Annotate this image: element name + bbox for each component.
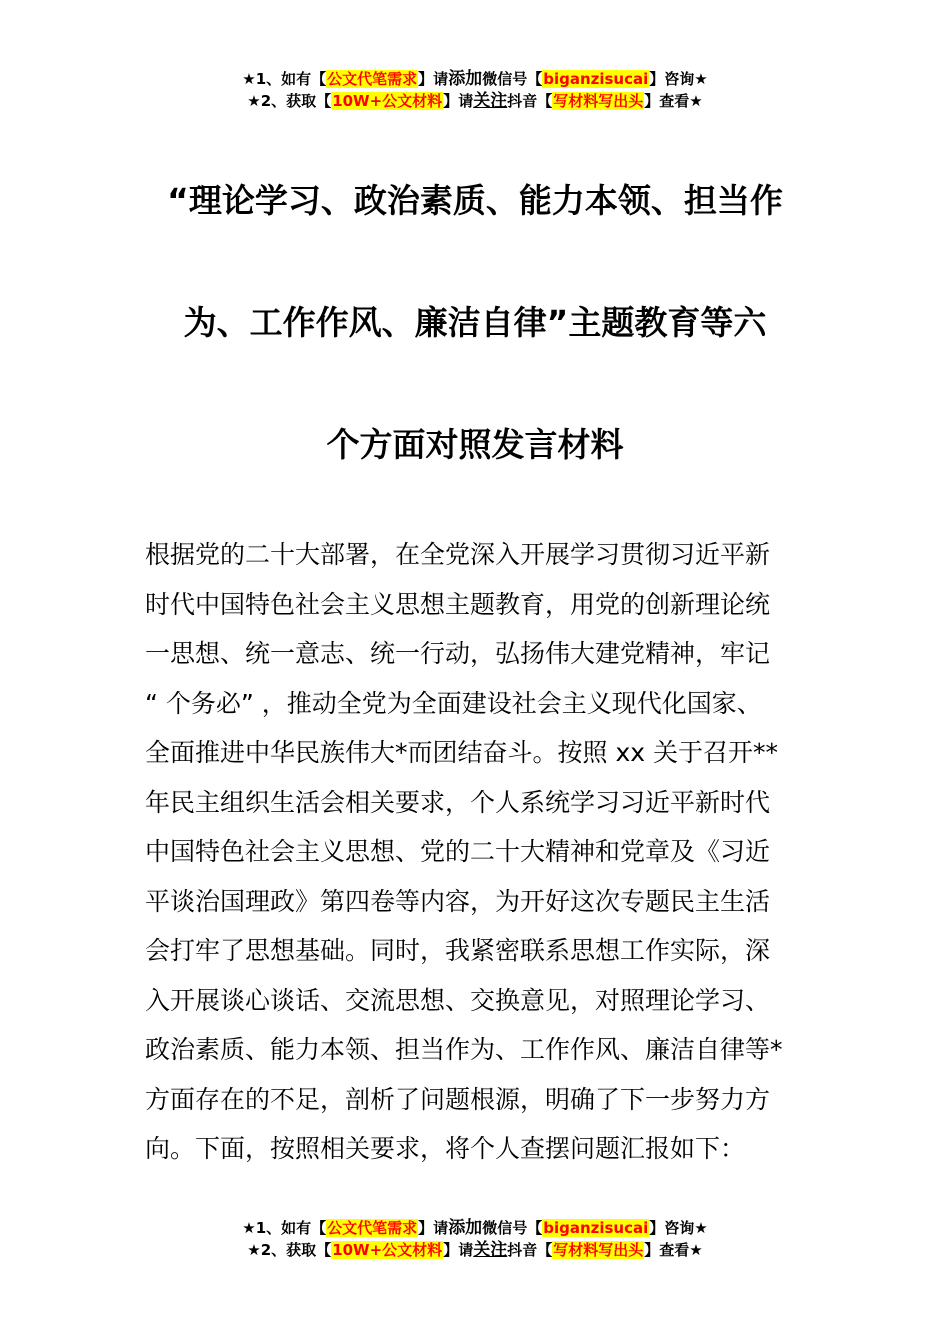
promo-douyin-account: 写材料写出头	[553, 92, 644, 110]
document-body	[145, 530, 810, 1174]
body-line: 根据党的二十大部署，在全党深入开展学习贯彻习近平新	[145, 540, 771, 569]
promo-highlight: 10W+公文材料	[332, 1241, 443, 1259]
promo-text: 】咨询★	[649, 1219, 708, 1237]
title-line: 个方面对照发言材料	[326, 425, 624, 464]
promo-wechat-id: biganzisucai	[543, 70, 649, 88]
body-line: 一思想、统一意志、统一行动，弘扬伟大建党精神，牢记	[145, 639, 771, 668]
promo-text: 】查看★	[644, 92, 703, 110]
bottom-promo-banner	[0, 1217, 950, 1261]
promo-emphasis: 关注	[473, 1240, 508, 1260]
promo-text: 】查看★	[644, 1241, 703, 1259]
body-line: 会打牢了思想基础。同时，我紧密联系思想工作实际，深	[145, 936, 771, 965]
promo-line-2	[0, 1239, 950, 1261]
body-line: 年民主组织生活会相关要求，个人系统学习习近平新时代	[145, 787, 771, 817]
document-title	[100, 140, 850, 506]
body-line: 时代中国特色社会主义思想主题教育，用党的创新理论统	[145, 589, 771, 619]
promo-highlight: 公文代笔需求	[327, 1219, 418, 1237]
promo-text: ★1、如有【	[242, 1219, 327, 1237]
promo-text: ★2、获取【	[247, 1241, 332, 1259]
promo-highlight: 10W+公文材料	[332, 92, 443, 110]
promo-text: 微信号【	[482, 1219, 543, 1237]
promo-text: ★1、如有【	[242, 70, 327, 88]
promo-highlight: 公文代笔需求	[327, 70, 418, 88]
promo-text: 】咨询★	[649, 70, 708, 88]
promo-douyin-account: 写材料写出头	[553, 1241, 644, 1259]
body-line: 向。下面，按照相关要求，将个人查摆问题汇报如下：	[145, 1134, 746, 1163]
promo-emphasis: 添加	[448, 69, 483, 89]
promo-text: 微信号【	[482, 70, 543, 88]
body-line: 入开展谈心谈话、交流思想、交换意见，对照理论学习、	[145, 985, 771, 1015]
title-line: “理论学习、政治素质、能力本领、担当作	[167, 181, 783, 220]
promo-emphasis: 添加	[448, 1218, 483, 1238]
promo-line-1	[0, 1217, 950, 1239]
promo-line-1	[0, 68, 950, 90]
promo-emphasis: 关注	[473, 91, 508, 111]
promo-text: 】请	[418, 70, 449, 88]
top-promo-banner	[0, 68, 950, 112]
body-line: 政治素质、能力本领、担当作为、工作作风、廉洁自律等*	[145, 1035, 783, 1064]
body-line: 中国特色社会主义思想、党的二十大精神和党章及《习近	[145, 837, 771, 866]
body-line: 全面推进中华民族伟大*而团结奋斗。按照 xx 关于召开**	[145, 738, 778, 767]
promo-wechat-id: biganzisucai	[543, 1219, 649, 1237]
title-line: 为、工作作风、廉洁自律”主题教育等六	[183, 303, 767, 342]
promo-text: 抖音【	[507, 92, 553, 110]
promo-text: ★2、获取【	[247, 92, 332, 110]
body-line: 平谈治国理政》第四卷等内容，为开好这次专题民主生活	[145, 886, 771, 916]
body-line: “ 个务必” ，推动全党为全面建设社会主义现代化国家、	[145, 688, 762, 718]
promo-text: 】请	[443, 1241, 474, 1259]
body-line: 方面存在的不足，剖析了问题根源，明确了下一步努力方	[145, 1084, 771, 1114]
promo-text: 】请	[418, 1219, 449, 1237]
promo-text: 抖音【	[507, 1241, 553, 1259]
promo-line-2	[0, 90, 950, 112]
promo-text: 】请	[443, 92, 474, 110]
